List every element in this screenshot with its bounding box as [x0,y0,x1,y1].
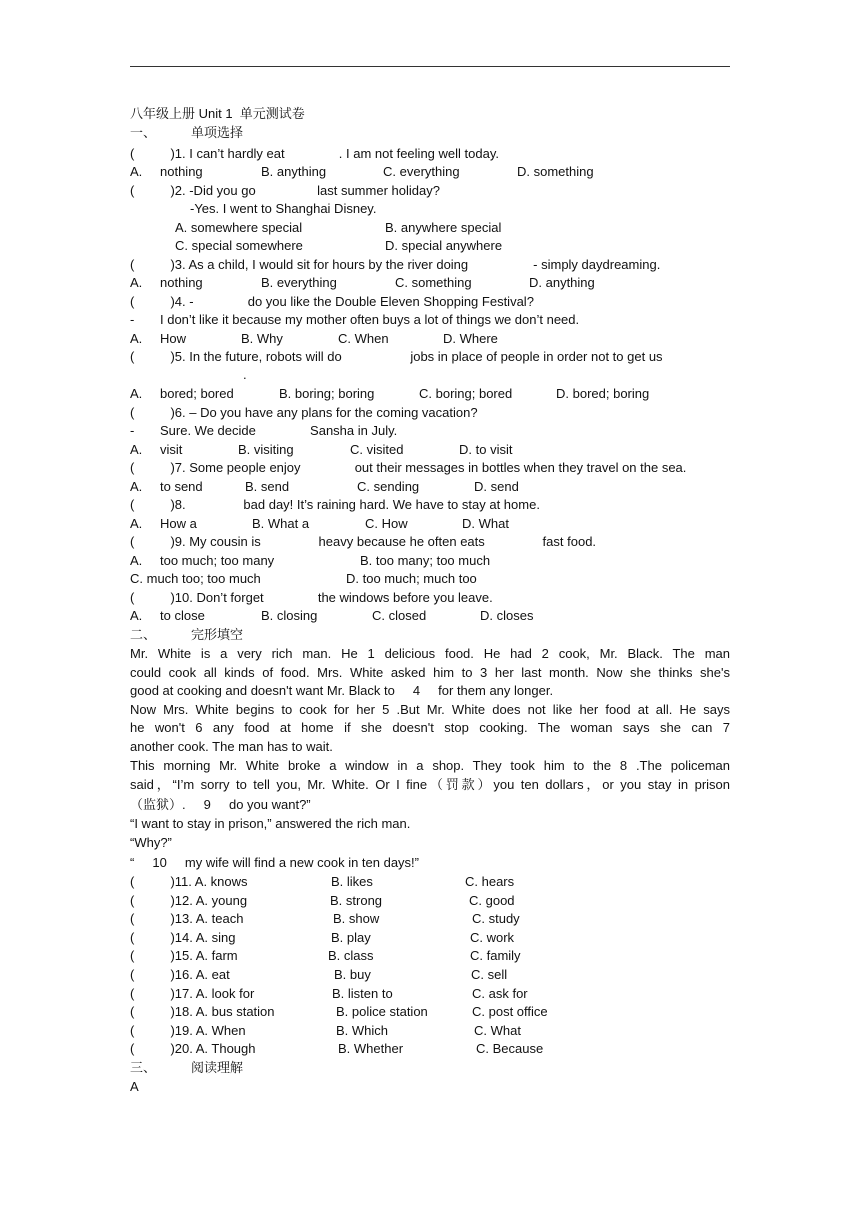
option-b: B. likes [331,874,373,889]
question-6-reply: Sure. We decide Sansha in July. [160,423,398,438]
option-a-label: A. [130,516,143,531]
question-2-stem: ( )2. -Did you go last summer holiday? [130,183,440,198]
option-c: C. much too; too much [130,571,261,586]
question-stem: ( )19. A. When [130,1023,246,1038]
option-b: B. Whether [338,1041,404,1056]
option-a: visit [160,442,183,457]
question-stem: ( )15. A. farm [130,948,238,963]
cloze-passage-line: he won't 6 any food at home if she doesn't stop cooking. The woman says she can 7 [130,720,730,735]
option-c: C. everything [383,164,460,179]
option-b: B. play [331,930,371,945]
header-rule [130,66,730,67]
question-2-reply: -Yes. I went to Shanghai Disney. [190,201,377,216]
option-c: C. sending [357,479,420,494]
cloze-passage-line: good at cooking and doesn't want Mr. Black to 4 for them any longer. [130,683,554,698]
section-number: 二、 [130,627,157,642]
option-a-label: A. [130,331,143,346]
question-stem: ( )18. A. bus station [130,1004,275,1019]
option-c: C. hears [465,874,515,889]
option-c: C. What [474,1023,521,1038]
option-c: C. something [395,275,472,290]
option-a: too much; too many [160,553,275,568]
option-c: C. good [469,893,515,908]
question-5-stem-end: . [243,367,247,382]
option-c: C. study [472,911,520,926]
option-b: B. visiting [238,442,294,457]
option-b: B. buy [334,967,371,982]
reply-dash: - [130,312,135,327]
option-c: C. How [365,516,408,531]
reading-part-label: A [130,1079,139,1094]
question-stem: ( )11. A. knows [130,874,248,889]
question-8-stem: ( )8. bad day! It’s raining hard. We have to stay at home. [130,497,540,512]
option-b: B. strong [330,893,383,908]
option-c: C. When [338,331,389,346]
cloze-passage-line: This morning Mr. White broke a window in a shop. They took him to the 8 .The policeman [130,758,730,773]
section-heading: 完形填空 [191,627,244,642]
option-a-label: A. [130,386,143,401]
option-d: D. too much; much too [346,571,477,586]
cloze-passage-line: “ 10 my wife will find a new cook in ten days!” [130,855,420,870]
option-b: B. everything [261,275,337,290]
option-c: C. work [470,930,515,945]
question-10-stem: ( )10. Don’t forget the windows before you leave. [130,590,493,605]
option-c: C. family [470,948,521,963]
section-heading: 单项选择 [191,125,244,140]
question-4-stem: ( )4. - do you like the Double Eleven Shopping Festival? [130,294,534,309]
option-b: B. anything [261,164,327,179]
option-a-label: A. [130,553,143,568]
option-a-label: A. [130,608,143,623]
cloze-passage-line: （监狱）. 9 do you want?” [130,797,311,812]
option-b: B. show [333,911,380,926]
option-c: C. boring; bored [419,386,513,401]
option-c: C. closed [372,608,427,623]
option-a: A. somewhere special [175,220,303,235]
reply-dash: - [130,423,135,438]
question-4-reply: I don’t like it because my mother often buys a lot of things we don’t need. [160,312,580,327]
option-c: C. special somewhere [175,238,303,253]
question-stem: ( )13. A. teach [130,911,244,926]
cloze-passage-line: another cook. The man has to wait. [130,739,333,754]
option-b: B. Why [241,331,283,346]
option-c: C. post office [472,1004,548,1019]
cloze-passage-line: Mr. White is a very rich man. He 1 delicious food. He had 2 cook, Mr. Black. The man [130,646,730,661]
option-c: C. sell [471,967,508,982]
section-number: 三、 [130,1060,157,1075]
option-c: C. ask for [472,986,528,1001]
option-d: D. bored; boring [556,386,650,401]
cloze-passage-line: said，“I’m sorry to tell you, Mr. White. Or I fine（罚款）you ten dollars，or you stay in prison [130,777,730,792]
question-1-stem: ( )1. I can’t hardly eat . I am not feeling well today. [130,146,499,161]
option-d: D. special anywhere [385,238,503,253]
option-b: B. police station [336,1004,428,1019]
question-9-stem: ( )9. My cousin is heavy because he often eats fast food. [130,534,597,549]
question-stem: ( )16. A. eat [130,967,230,982]
question-stem: ( )12. A. young [130,893,248,908]
option-b: B. send [245,479,290,494]
option-a: How [160,331,187,346]
option-d: D. something [517,164,594,179]
option-b: B. Which [336,1023,389,1038]
cloze-passage-line: “Why?” [130,835,172,850]
option-b: B. anywhere special [385,220,502,235]
cloze-passage-line: Now Mrs. White begins to cook for her 5 .But Mr. White does not like her food at all. He says [130,702,730,717]
question-3-stem: ( )3. As a child, I would sit for hours by the river doing - simply daydreaming. [130,257,661,272]
option-a: nothing [160,164,203,179]
option-a-label: A. [130,479,143,494]
option-d: D. anything [529,275,595,290]
option-a-label: A. [130,442,143,457]
option-b: B. too many; too much [360,553,491,568]
question-stem: ( )14. A. sing [130,930,236,945]
option-a: to close [160,608,205,623]
option-b: B. listen to [332,986,393,1001]
cloze-passage-line: could cook all kinds of food. Mrs. White asked him to 3 her last month. Now she thinks she's [130,665,730,680]
option-d: D. send [474,479,519,494]
option-d: D. closes [480,608,534,623]
page-title: 八年级上册 Unit 1 单元测试卷 [130,106,305,121]
option-d: D. What [462,516,509,531]
option-a: to send [160,479,203,494]
option-b: B. closing [261,608,318,623]
option-a: How a [160,516,197,531]
question-6-stem: ( )6. – Do you have any plans for the coming vacation? [130,405,478,420]
cloze-passage-line: “I want to stay in prison,” answered the rich man. [130,816,411,831]
option-d: D. Where [443,331,498,346]
option-a: bored; bored [160,386,234,401]
section-heading: 阅读理解 [191,1060,244,1075]
question-stem: ( )17. A. look for [130,986,255,1001]
question-stem: ( )20. A. Though [130,1041,256,1056]
question-5-stem: ( )5. In the future, robots will do jobs in place of people in order not to get us [130,349,663,364]
option-c: C. Because [476,1041,544,1056]
option-c: C. visited [350,442,404,457]
option-b: B. boring; boring [279,386,375,401]
option-a-label: A. [130,164,143,179]
option-d: D. to visit [459,442,513,457]
option-a-label: A. [130,275,143,290]
question-7-stem: ( )7. Some people enjoy out their messages in bottles when they travel on the sea. [130,460,687,475]
option-b: B. class [328,948,374,963]
option-b: B. What a [252,516,310,531]
option-a: nothing [160,275,203,290]
section-number: 一、 [130,125,157,140]
